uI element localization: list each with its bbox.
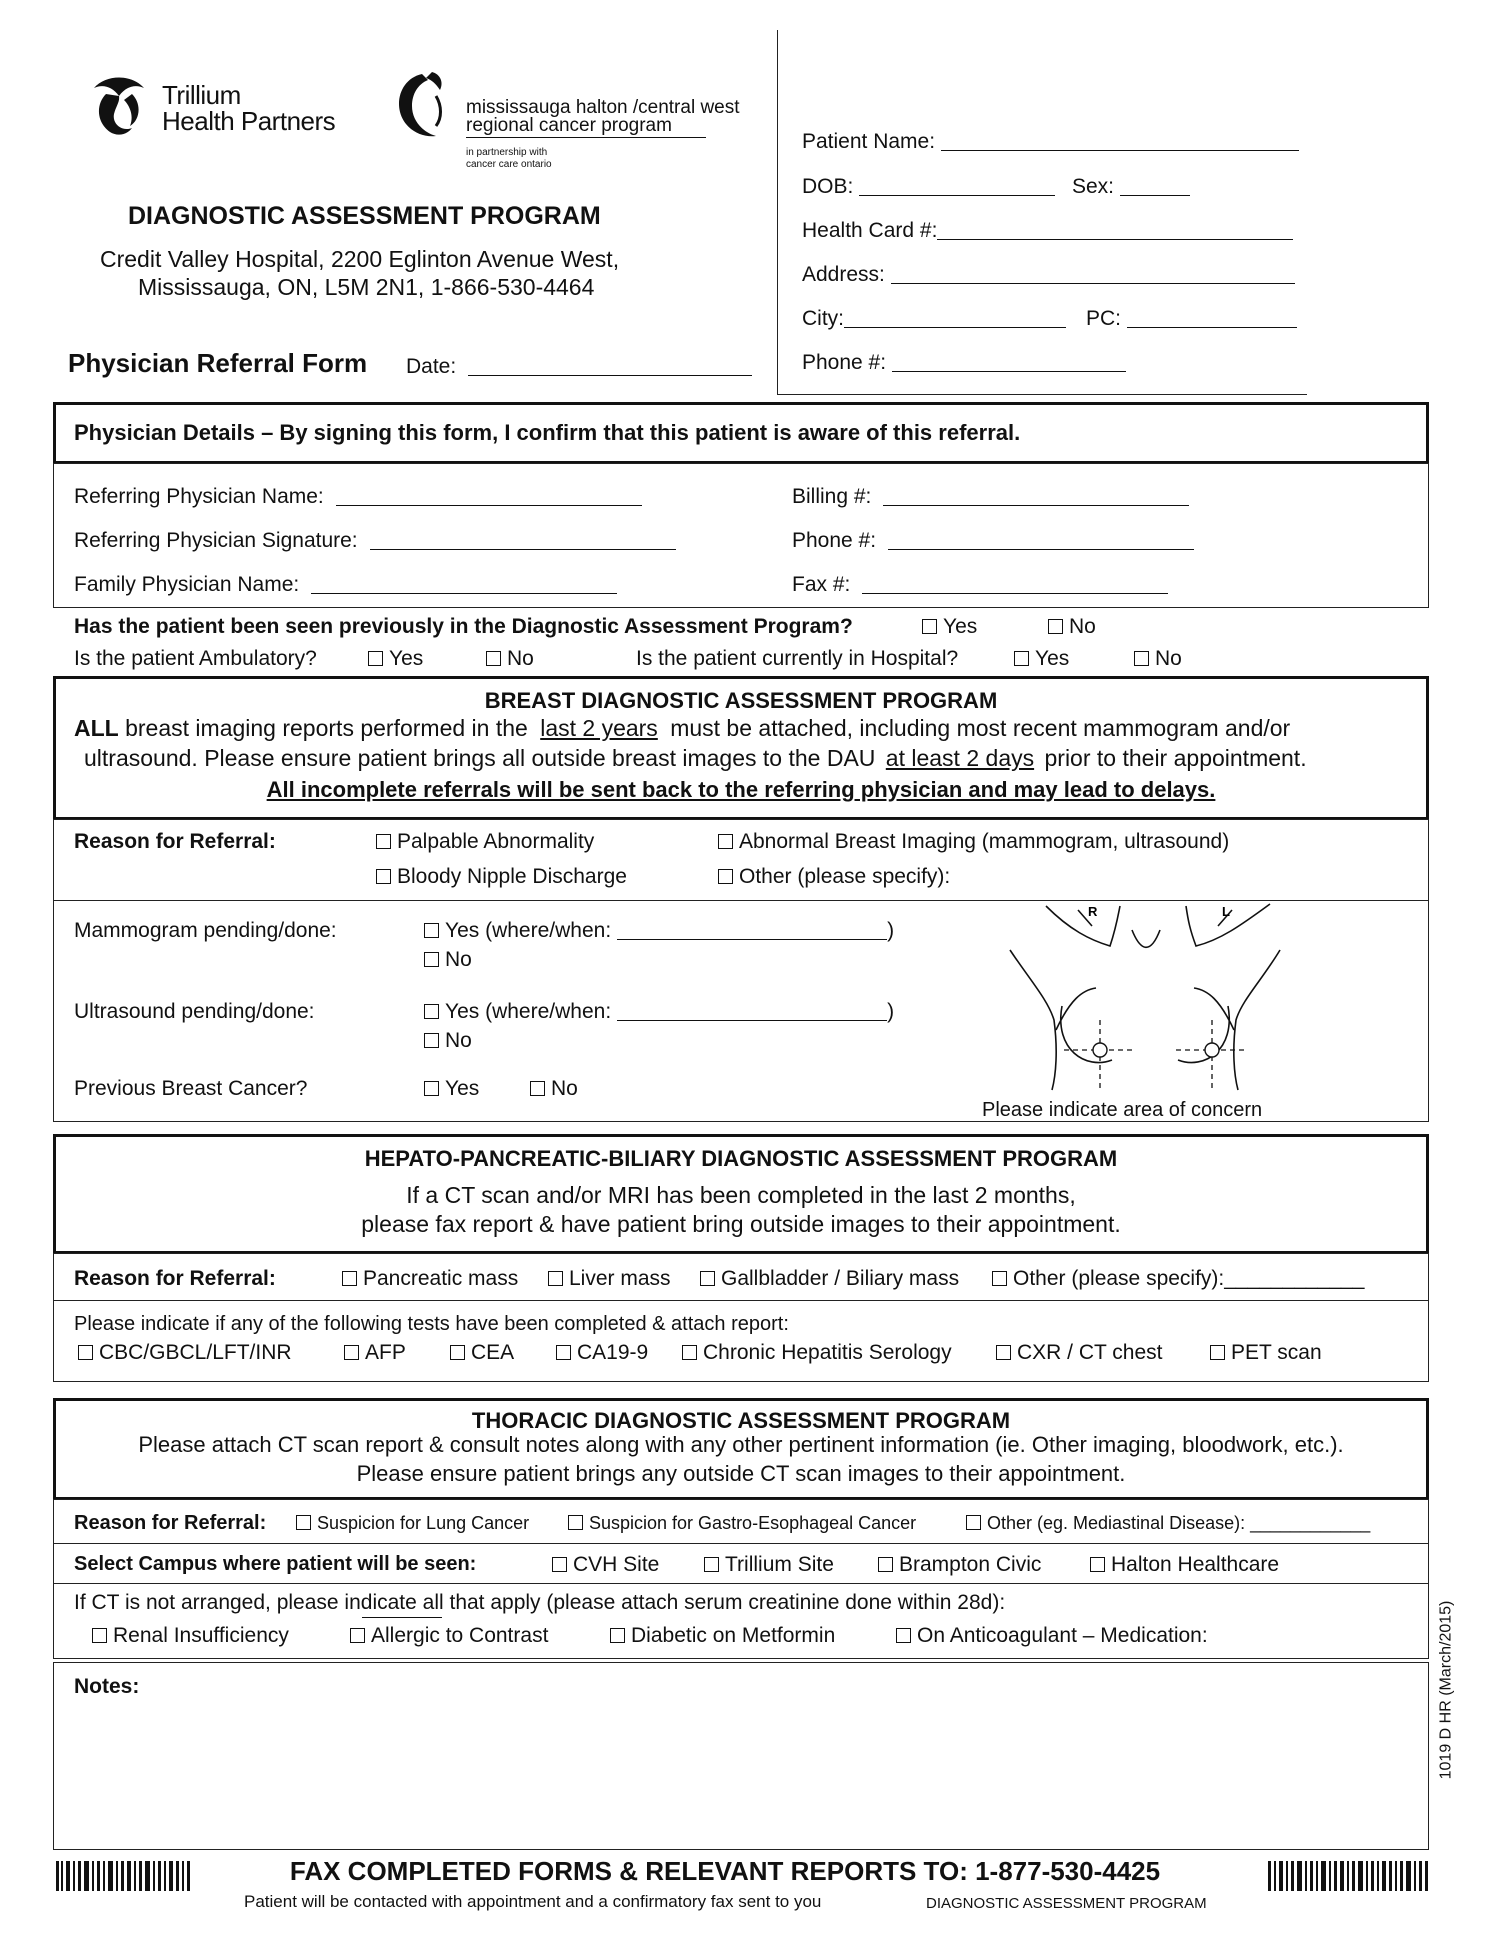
checkbox-icon[interactable] [704,1557,719,1572]
ultrasound-label: Ultrasound pending/done: [74,1000,315,1023]
cancer-program-line1: mississauga halton /central west [466,97,740,118]
ambulatory-no[interactable]: No [486,648,534,669]
checkbox-icon[interactable] [350,1628,365,1643]
address-line1: Credit Valley Hospital, 2200 Eglinton Avenue West, [100,246,620,272]
address-line2: Mississauga, ON, L5M 2N1, 1-866-530-4464 [138,274,595,300]
checkbox-icon[interactable] [878,1557,893,1572]
in-hospital-no[interactable]: No [1134,648,1182,669]
mammogram-yes[interactable]: Yes (where/when: ) [424,920,894,941]
ribbon-icon [392,68,458,146]
mammogram-label: Mammogram pending/done: [74,919,337,942]
in-hospital-question: Is the patient currently in Hospital? [636,647,959,670]
patient-name-field[interactable]: Patient Name: [802,131,1299,152]
checkbox-icon[interactable] [424,1004,439,1019]
ct-renal[interactable]: Renal Insufficiency [92,1625,289,1646]
hpb-reason-label: Reason for Referral: [74,1267,276,1290]
dob-field[interactable]: DOB: [802,176,1055,197]
hpb-tests-label: Please indicate if any of the following tests have been completed & attach report: [74,1313,789,1335]
address-field[interactable]: Address: [802,264,1295,285]
checkbox-icon[interactable] [922,619,937,634]
checkbox-icon[interactable] [552,1557,567,1572]
opt-thoracic-other[interactable]: Other (eg. Mediastinal Disease): ____________ [966,1514,1370,1532]
patient-box-divider [777,30,778,394]
checkbox-icon[interactable] [610,1628,625,1643]
breast-title: BREAST DIAGNOSTIC ASSESSMENT PROGRAM [484,688,998,713]
opt-lung[interactable]: Suspicion for Lung Cancer [296,1514,529,1532]
previous-cancer-no[interactable]: No [530,1078,578,1099]
diagram-caption: Please indicate area of concern [982,1099,1263,1121]
checkbox-icon[interactable] [450,1345,465,1360]
ambulatory-yes[interactable]: Yes [368,648,423,669]
diagram-label-l: L [1222,904,1230,919]
checkbox-icon[interactable] [424,952,439,967]
fax-instruction: FAX COMPLETED FORMS & RELEVANT REPORTS TO: 1-877-530-4425 [289,1856,1161,1886]
checkbox-icon[interactable] [718,869,733,884]
checkbox-icon[interactable] [424,1081,439,1096]
test-cea[interactable]: CEA [450,1342,514,1363]
opt-liver[interactable]: Liver mass [548,1268,671,1289]
barcode-left [56,1861,190,1891]
patient-phone-field[interactable]: Phone #: [802,352,1126,373]
test-cxr[interactable]: CXR / CT chest [996,1342,1162,1363]
trillium-logo [86,72,366,144]
hpb-line1: If a CT scan and/or MRI has been completed in the last 2 months, [406,1182,1076,1208]
checkbox-icon[interactable] [530,1081,545,1096]
previous-cancer-yes[interactable]: Yes [424,1078,479,1099]
checkbox-icon[interactable] [556,1345,571,1360]
checkbox-icon[interactable] [700,1271,715,1286]
checkbox-icon[interactable] [682,1345,697,1360]
breast-line1: ALL breast imaging reports performed in the last 2 years must be attached, including most recent mammogram and/or [74,715,1291,741]
physician-heading: Physician Details – By signing this form, I confirm that this patient is aware of this referral. [74,420,1021,445]
ultrasound-yes[interactable]: Yes (where/when: ) [424,1001,894,1022]
test-pet[interactable]: PET scan [1210,1342,1322,1363]
barcode-right [1268,1861,1428,1891]
test-hepatitis[interactable]: Chronic Hepatitis Serology [682,1342,952,1363]
program-title: DIAGNOSTIC ASSESSMENT PROGRAM [128,202,601,230]
thoracic-reason-label: Reason for Referral: [74,1512,267,1534]
checkbox-icon[interactable] [718,834,733,849]
checkbox-icon[interactable] [342,1271,357,1286]
trillium-icon [86,74,152,140]
cancer-program-line2: regional cancer program [466,115,672,136]
notes-label: Notes: [74,1675,140,1698]
ct-allergic[interactable]: Allergic to Contrast [350,1625,548,1646]
ct-anticoagulant[interactable]: On Anticoagulant – Medication: [896,1625,1208,1646]
cancer-program-sub2: cancer care ontario [466,159,552,170]
checkbox-icon[interactable] [1210,1345,1225,1360]
checkbox-icon[interactable] [376,834,391,849]
checkbox-icon[interactable] [344,1345,359,1360]
pc-field[interactable]: PC: [1086,308,1297,329]
cancer-program-sub1: in partnership with [466,147,548,158]
date-label: Date: [406,355,457,378]
opt-hpb-other[interactable]: Other (please specify):____________ [992,1268,1364,1289]
notes-box[interactable] [53,1662,1429,1850]
test-cbc[interactable]: CBC/GBCL/LFT/INR [78,1342,292,1363]
date-field[interactable] [406,356,752,377]
breast-reason-label: Reason for Referral: [74,830,276,853]
program-tag: DIAGNOSTIC ASSESSMENT PROGRAM [926,1895,1207,1912]
checkbox-icon[interactable] [568,1515,583,1530]
physician-phone-field[interactable]: Phone #: [792,530,1194,551]
opt-gastro[interactable]: Suspicion for Gastro-Esophageal Cancer [568,1514,916,1532]
campus-halton[interactable]: Halton Healthcare [1090,1554,1279,1575]
campus-cvh[interactable]: CVH Site [552,1554,659,1575]
hpb-line2: please fax report & have patient bring outside images to their appointment. [361,1211,1121,1237]
ambulatory-question: Is the patient Ambulatory? [74,647,317,670]
checkbox-icon[interactable] [548,1271,563,1286]
breast-line2: ultrasound. Please ensure patient brings all outside breast images to the DAU at least 2 days prior to their appointment. [84,745,1307,771]
opt-bloody-discharge[interactable]: Bloody Nipple Discharge [376,866,627,887]
checkbox-icon[interactable] [1134,651,1149,666]
seen-before-question: Has the patient been seen previously in the Diagnostic Assessment Program? [74,615,853,638]
trillium-name-line1: Trillium [162,80,241,110]
opt-breast-other[interactable]: Other (please specify): [718,866,950,887]
ultrasound-no[interactable]: No [424,1030,472,1051]
campus-label: Select Campus where patient will be seen: [74,1553,477,1575]
mammogram-no[interactable]: No [424,949,472,970]
campus-brampton[interactable]: Brampton Civic [878,1554,1041,1575]
checkbox-icon[interactable] [368,651,383,666]
checkbox-icon[interactable] [424,1033,439,1048]
health-card-field[interactable]: Health Card #: [802,220,1293,241]
seen-before-yes[interactable]: Yes [922,616,977,637]
city-field[interactable]: City: [802,308,1066,329]
hpb-title: HEPATO-PANCREATIC-BILIARY DIAGNOSTIC ASSESSMENT PROGRAM [364,1146,1118,1171]
opt-pancreatic[interactable]: Pancreatic mass [342,1268,518,1289]
checkbox-icon[interactable] [996,1345,1011,1360]
opt-abnormal-imaging[interactable]: Abnormal Breast Imaging (mammogram, ultrasound) [718,831,1229,852]
thoracic-line2: Please ensure patient brings any outside CT scan images to their appointment. [356,1461,1126,1486]
checkbox-icon[interactable] [896,1628,911,1643]
breast-diagram[interactable] [1000,900,1290,1100]
thoracic-line1: Please attach CT scan report & consult notes along with any other pertinent information (ie. Other imaging, bloodwork, etc.). [138,1432,1344,1457]
trillium-name-line2: Health Partners [162,106,336,136]
test-afp[interactable]: AFP [344,1342,406,1363]
referring-signature-field[interactable]: Referring Physician Signature: [74,530,676,551]
checkbox-icon[interactable] [966,1515,981,1530]
opt-gallbladder[interactable]: Gallbladder / Biliary mass [700,1268,959,1289]
sex-field[interactable]: Sex: [1072,176,1190,197]
form-code: 1019 D HR (March/2015) [1437,1600,1455,1780]
ct-diabetic[interactable]: Diabetic on Metformin [610,1625,835,1646]
checkbox-icon[interactable] [1014,651,1029,666]
cancer-program-logo [392,68,752,178]
thoracic-title: THORACIC DIAGNOSTIC ASSESSMENT PROGRAM [471,1408,1011,1433]
checkbox-icon[interactable] [78,1345,93,1360]
checkbox-icon[interactable] [992,1271,1007,1286]
checkbox-icon[interactable] [486,651,501,666]
previous-cancer-label: Previous Breast Cancer? [74,1077,308,1100]
family-name-field[interactable]: Family Physician Name: [74,574,617,595]
test-ca19-9[interactable]: CA19-9 [556,1342,648,1363]
checkbox-icon[interactable] [1048,619,1063,634]
referring-name-field[interactable]: Referring Physician Name: [74,486,642,507]
checkbox-icon[interactable] [1090,1557,1105,1572]
billing-field[interactable]: Billing #: [792,486,1189,507]
in-hospital-yes[interactable]: Yes [1014,648,1069,669]
seen-before-no[interactable]: No [1048,616,1096,637]
checkbox-icon[interactable] [376,869,391,884]
ct-instruction: If CT is not arranged, please indicate all that apply (please attach serum creatinine done within 28d): [74,1591,1006,1614]
diagram-label-r: R [1088,904,1098,919]
physician-fax-field[interactable]: Fax #: [792,574,1168,595]
breast-warning: All incomplete referrals will be sent back to the referring physician and may lead to delays. [266,777,1216,802]
opt-palpable[interactable]: Palpable Abnormality [376,831,594,852]
contact-line: Patient will be contacted with appointment and a confirmatory fax sent to you [244,1892,822,1911]
form-title: Physician Referral Form [68,348,368,378]
checkbox-icon[interactable] [296,1515,311,1530]
checkbox-icon[interactable] [92,1628,107,1643]
checkbox-icon[interactable] [424,923,439,938]
campus-trillium[interactable]: Trillium Site [704,1554,834,1575]
